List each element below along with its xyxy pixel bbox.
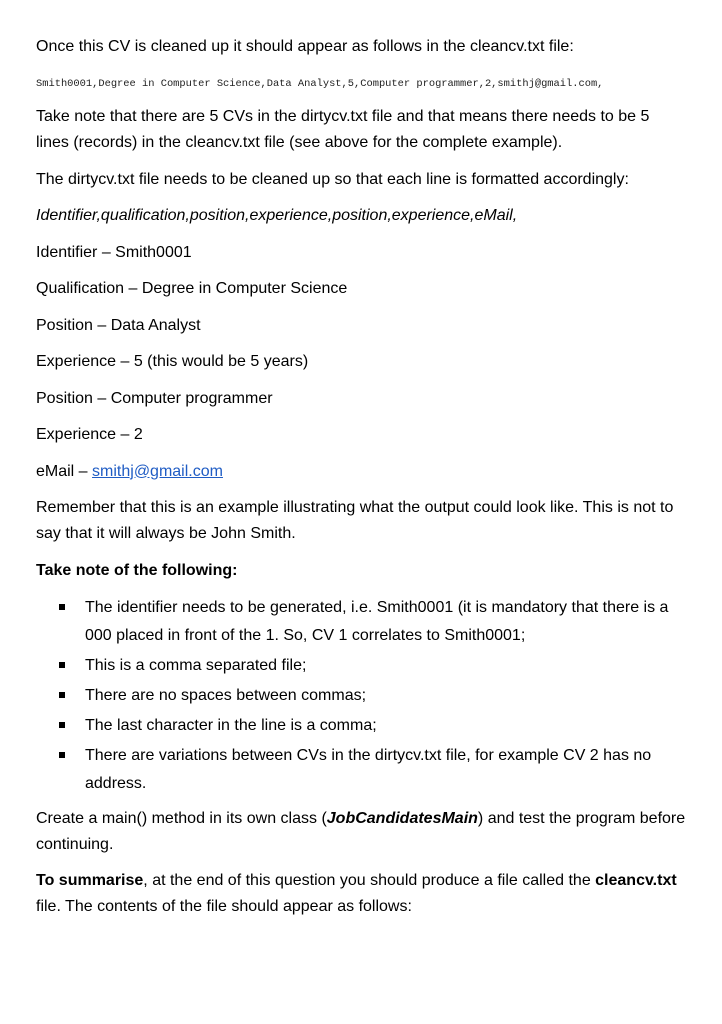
list-item (36, 652, 686, 680)
list-item-text: There are no spaces between commas; (85, 686, 367, 704)
summary-end: file. The contents of the file should appear as follows: (36, 898, 412, 915)
list-item (36, 742, 686, 798)
field-identifier: Identifier – Smith0001 (36, 243, 192, 261)
list-item (36, 682, 686, 710)
main-method-before: Create a main() method in its own class ( (36, 809, 327, 827)
summary-paragraph (36, 868, 686, 920)
list-item-text: The identifier needs to be generated, i.e. Smith0001 (it is mandatory that there is a 000 placed in front of the 1. So, CV 1 correlates to Smith0001; (85, 598, 669, 644)
document-page (36, 34, 686, 931)
intro-paragraph: Once this CV is cleaned up it should appear as follows in the cleancv.txt file: (36, 38, 574, 55)
note-five-cvs-paragraph: Take note that there are 5 CVs in the dirtycv.txt file and that means there needs to be 5 lines (records) in the cleancv.txt file (see above for the complete example). (36, 108, 650, 151)
square-bullet-icon (59, 692, 65, 698)
remember-paragraph: Remember that this is an example illustrating what the output could look like. This is not to say that it will always be John Smith. (36, 499, 674, 542)
field-email (36, 459, 686, 485)
list-item-text: This is a comma separated file; (85, 656, 307, 674)
sample-output-line: Smith0001,Degree in Computer Science,Data Analyst,5,Computer programmer,2,smithj@gmail.com, (36, 78, 604, 90)
field-experience-2: Experience – 2 (36, 426, 143, 443)
field-experience-1: Experience – 5 (this would be 5 years) (36, 353, 309, 370)
main-method-paragraph (36, 806, 686, 858)
main-class-name: JobCandidatesMain (326, 809, 478, 827)
summary-file-name: cleancv.txt (595, 872, 677, 889)
square-bullet-icon (59, 662, 65, 668)
main-method-after: ) and test the program before continuing. (36, 809, 686, 853)
field-qualification: Qualification – Degree in Computer Science (36, 280, 348, 297)
format-spec-line: Identifier,qualification,position,experience,position,experience,eMail, (36, 207, 518, 224)
list-item-text: The last character in the line is a comma; (85, 716, 377, 734)
list-item-text: There are variations between CVs in the dirtycv.txt file, for example CV 2 has no address. (85, 746, 652, 792)
list-item (36, 712, 686, 740)
email-label: eMail – (36, 462, 93, 480)
take-note-heading: Take note of the following: (36, 561, 238, 579)
summary-bold-lead: To summarise (36, 872, 144, 889)
field-position-1: Position – Data Analyst (36, 316, 201, 334)
summary-middle: , at the end of this question you should produce a file called the (143, 872, 596, 889)
square-bullet-icon (59, 722, 65, 728)
format-intro-paragraph: The dirtycv.txt file needs to be cleaned up so that each line is formatted accordingly: (36, 170, 629, 188)
list-item (36, 594, 686, 650)
email-link[interactable]: smithj@gmail.com (92, 462, 223, 480)
square-bullet-icon (59, 752, 65, 758)
square-bullet-icon (59, 604, 65, 610)
take-note-list (36, 594, 686, 798)
field-position-2: Position – Computer programmer (36, 389, 273, 407)
